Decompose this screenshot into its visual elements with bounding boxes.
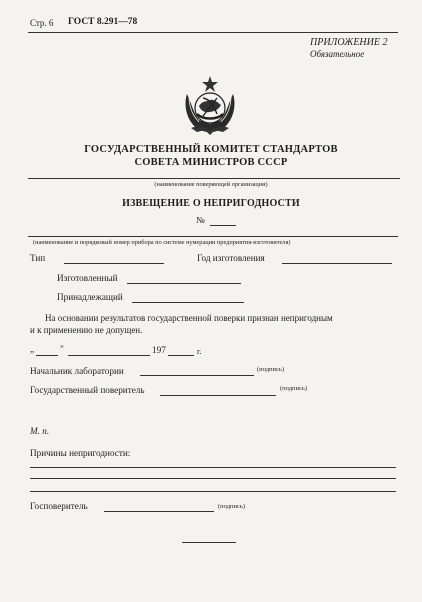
verifier-label: Госповеритель (30, 501, 88, 511)
day-field[interactable] (36, 355, 58, 356)
manufacturer-label: Изготовленный (57, 273, 118, 283)
year-field[interactable] (282, 263, 392, 264)
number-field[interactable] (210, 225, 236, 226)
page-number: Стр. 6 (30, 18, 54, 28)
number-sign: № (196, 215, 205, 225)
body-text-line-1: На основании результатов государственной поверки признан непригодным (45, 313, 333, 323)
end-divider (182, 542, 236, 543)
month-field[interactable] (68, 355, 150, 356)
date-close-quote: " (60, 344, 64, 354)
state-verifier-signature-caption: (подпись) (280, 385, 307, 392)
committee-line-2: СОВЕТА МИНИСТРОВ СССР (134, 157, 288, 168)
reasons-label: Причины непригодности: (30, 448, 131, 458)
appendix-note: Обязательное (310, 49, 365, 59)
owner-field[interactable] (132, 302, 244, 303)
lab-head-label: Начальник лаборатории (30, 366, 124, 376)
appendix-title: ПРИЛОЖЕНИЕ 2 (310, 37, 388, 48)
reasons-line-2[interactable] (30, 478, 396, 479)
type-field[interactable] (64, 263, 164, 264)
reasons-line-3[interactable] (30, 491, 396, 492)
year-prefix: 197 (152, 345, 166, 355)
committee-line-1: ГОСУДАРСТВЕННЫЙ КОМИТЕТ СТАНДАРТОВ (84, 144, 338, 155)
lab-head-signature-field[interactable] (140, 375, 254, 376)
type-label: Тип (30, 253, 46, 263)
header-rule (28, 32, 398, 33)
seal-place: М. п. (30, 426, 50, 436)
manufacturer-field[interactable] (127, 283, 241, 284)
year-label: Год изготовления (197, 253, 265, 263)
year-digit-field[interactable] (168, 355, 194, 356)
reasons-line-1[interactable] (30, 467, 396, 468)
device-caption: (наименование и порядковый номер прибора по системе нумерации предприятия-изготовителя) (33, 239, 291, 246)
date-open-quote: „ (30, 344, 35, 354)
body-text-line-2: и к применению не допущен. (30, 325, 143, 335)
state-verifier-label: Государственный поверитель (30, 385, 145, 395)
state-emblem-icon (177, 72, 243, 138)
state-verifier-signature-field[interactable] (160, 395, 276, 396)
year-suffix: г. (197, 346, 202, 356)
lab-head-signature-caption: (подпись) (257, 366, 284, 373)
verifier-signature-field[interactable] (104, 511, 214, 512)
owner-label: Принадлежащий (57, 292, 123, 302)
device-line (28, 236, 398, 237)
organization-line (28, 178, 400, 179)
verifier-signature-caption: (подпись) (218, 503, 245, 510)
notice-title: ИЗВЕЩЕНИЕ О НЕПРИГОДНОСТИ (122, 198, 300, 209)
organization-caption: (наименование поверяющей организации) (154, 181, 268, 188)
standard-number: ГОСТ 8.291—78 (68, 17, 138, 27)
